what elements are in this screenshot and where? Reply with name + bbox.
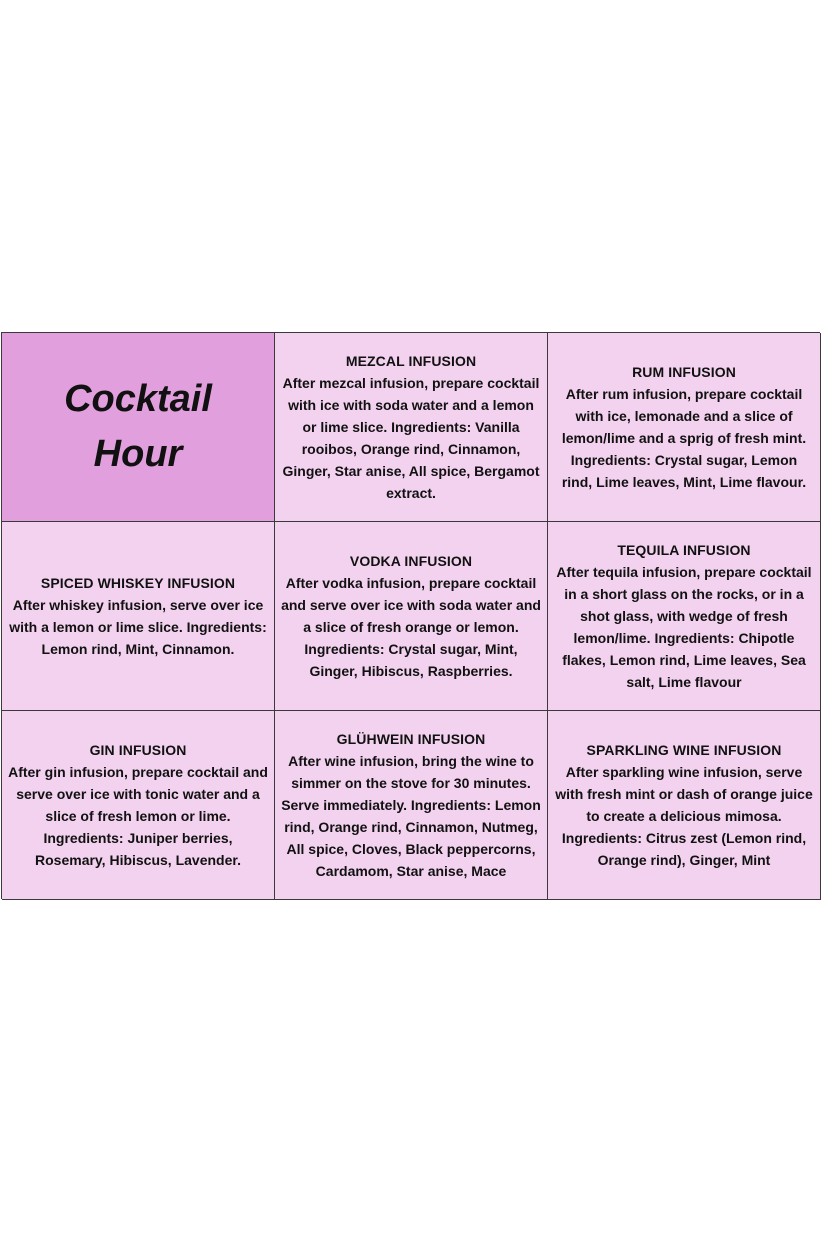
infusion-card-spiced-whiskey <box>2 522 275 711</box>
infusion-card-tequila <box>548 522 821 711</box>
infusion-heading: MEZCAL INFUSION <box>345 353 477 369</box>
infusion-card-rum <box>548 333 821 522</box>
infusion-description: After rum infusion, prepare cocktail with ice, lemonade and a slice of lemon/lime and a sprig of fresh mint. Ingredients: Crystal sugar, Lemon rind, Lime leaves, Mint, Lime flavour. <box>561 386 807 490</box>
page-title-line2: Hour <box>93 433 183 475</box>
infusion-heading: TEQUILA INFUSION <box>617 542 751 558</box>
infusion-heading: SPARKLING WINE INFUSION <box>586 742 782 758</box>
infusion-card-vodka <box>275 522 548 711</box>
infusion-heading: RUM INFUSION <box>632 364 736 380</box>
infusion-description: After wine infusion, bring the wine to simmer on the stove for 30 minutes. Serve immediately. Ingredients: Lemon rind, Orange rind, Cinnamon, Nutmeg, All spice, Cloves, Black peppercorns, Cardamom, Star anise, Mace <box>281 753 541 879</box>
infusion-card-sparkling-wine <box>548 711 821 900</box>
infusion-description: After gin infusion, prepare cocktail and serve over ice with tonic water and a slice of fresh lemon or lime. Ingredients: Juniper berries, Rosemary, Hibiscus, Lavender. <box>8 764 268 868</box>
page-title-line1: Cocktail <box>64 378 212 420</box>
infusion-heading: GIN INFUSION <box>89 742 187 758</box>
infusion-card-mezcal <box>275 333 548 522</box>
infusion-card-gluhwein <box>275 711 548 900</box>
infusion-description: After tequila infusion, prepare cocktail in a short glass on the rocks, or in a shot glass, with wedge of fresh lemon/lime. Ingredients: Chipotle flakes, Lemon rind, Lime leaves, Sea salt, Lime flavour <box>556 564 812 690</box>
infusion-description: After sparkling wine infusion, serve with fresh mint or dash of orange juice to create a delicious mimosa. Ingredients: Citrus zest (Lemon rind, Orange rind), Ginger, Mint <box>555 764 813 868</box>
title-cell <box>2 333 275 522</box>
infusion-heading: SPICED WHISKEY INFUSION <box>40 575 236 591</box>
infusion-heading: GLÜHWEIN INFUSION <box>336 731 486 747</box>
infusion-description: After whiskey infusion, serve over ice with a lemon or lime slice. Ingredients: Lemon rind, Mint, Cinnamon. <box>9 597 267 657</box>
infusion-card-gin <box>2 711 275 900</box>
infusion-heading: VODKA INFUSION <box>349 553 473 569</box>
infusion-description: After mezcal infusion, prepare cocktail with ice with soda water and a lemon or lime slice. Ingredients: Vanilla rooibos, Orange rind, Cinnamon, Ginger, Star anise, All spice, Bergamot extract. <box>282 375 540 501</box>
infusion-description: After vodka infusion, prepare cocktail and serve over ice with soda water and a slice of fresh orange or lemon. Ingredients: Crystal sugar, Mint, Ginger, Hibiscus, Raspberries. <box>281 575 541 679</box>
infusion-grid <box>1 332 820 899</box>
